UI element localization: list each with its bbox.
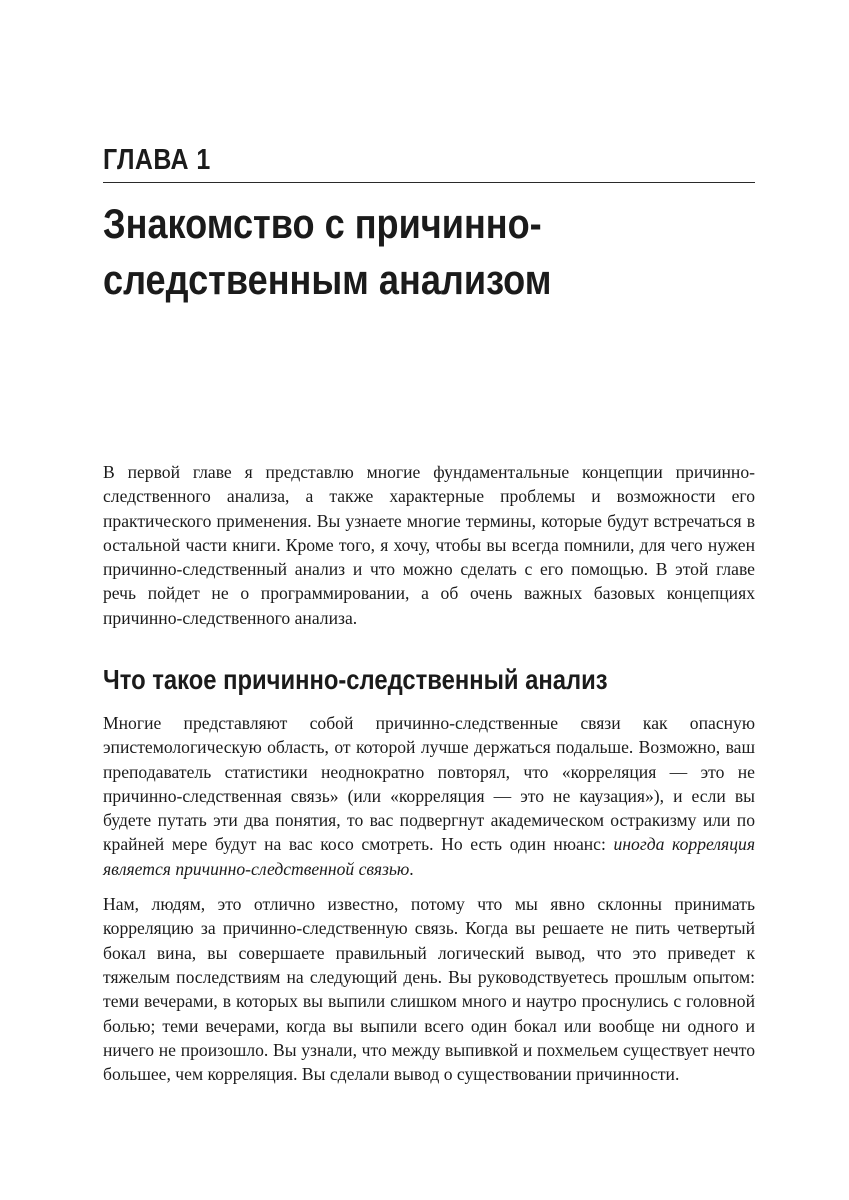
section-body <box>103 711 755 1086</box>
book-page <box>103 0 755 1200</box>
chapter-title-line-2: следственным анализом <box>103 256 552 303</box>
chapter-divider <box>103 182 755 183</box>
section-paragraph-1 <box>103 711 755 881</box>
section-paragraph-2: Нам, людям, это отлично известно, потому что мы явно склонны принимать корреляцию за причинно-следственную связь. Когда вы решаете не пить четвертый бокал вина, вы совершаете правильный логический вывод, что это приведет к тяжелым последствиям на следующий день. Вы руководствуетесь прошлым опытом: теми вечерами, в которых вы выпили слишком много и наутро проснулись с головной болью; теми вечерами, когда вы выпили всего один бокал или вообще ни одного и ничего не произошло. Вы узнали, что между выпивкой и похмельем существует нечто большее, чем корреляция. Вы сделали вывод о существовании причинности. <box>103 894 755 1085</box>
chapter-label: ГЛАВА 1 <box>103 144 211 176</box>
paragraph-1-italic: иногда корреляция является причинно-следственной связью <box>103 834 755 879</box>
paragraph-1-text: Многие представляют собой причинно-следственные связи как опасную эпистемологическую область, от которой лучше держаться подальше. Возможно, ваш преподаватель статистики неоднократно повторял, что «корреляция — это не причинно-следственная связь» (или «корреляция — это не каузация»), и если вы будете путать эти два понятия, то вас подвергнут академическом остракизму или по крайней мере будут на вас косо смотреть. Но есть один нюанс: <box>103 713 755 855</box>
chapter-title-line-1: Знакомство с причинно- <box>103 200 542 247</box>
section-heading: Что такое причинно-следственный анализ <box>103 664 608 695</box>
chapter-title <box>103 196 705 308</box>
intro-paragraph: В первой главе я представлю многие фундаментальные концепции причинно-следственного анализа, а также характерные проблемы и возможности его практического применения. Вы узнаете многие термины, которые будут встречаться в остальной части книги. Кроме того, я хочу, чтобы вы всегда помнили, для чего нужен причинно-следственный анализ и что можно сделать с его помощью. В этой главе речь пойдет не о программировании, а об очень важных базовых концепциях причинно-следственного анализа. <box>103 462 755 628</box>
paragraph-1-end: . <box>409 858 414 879</box>
